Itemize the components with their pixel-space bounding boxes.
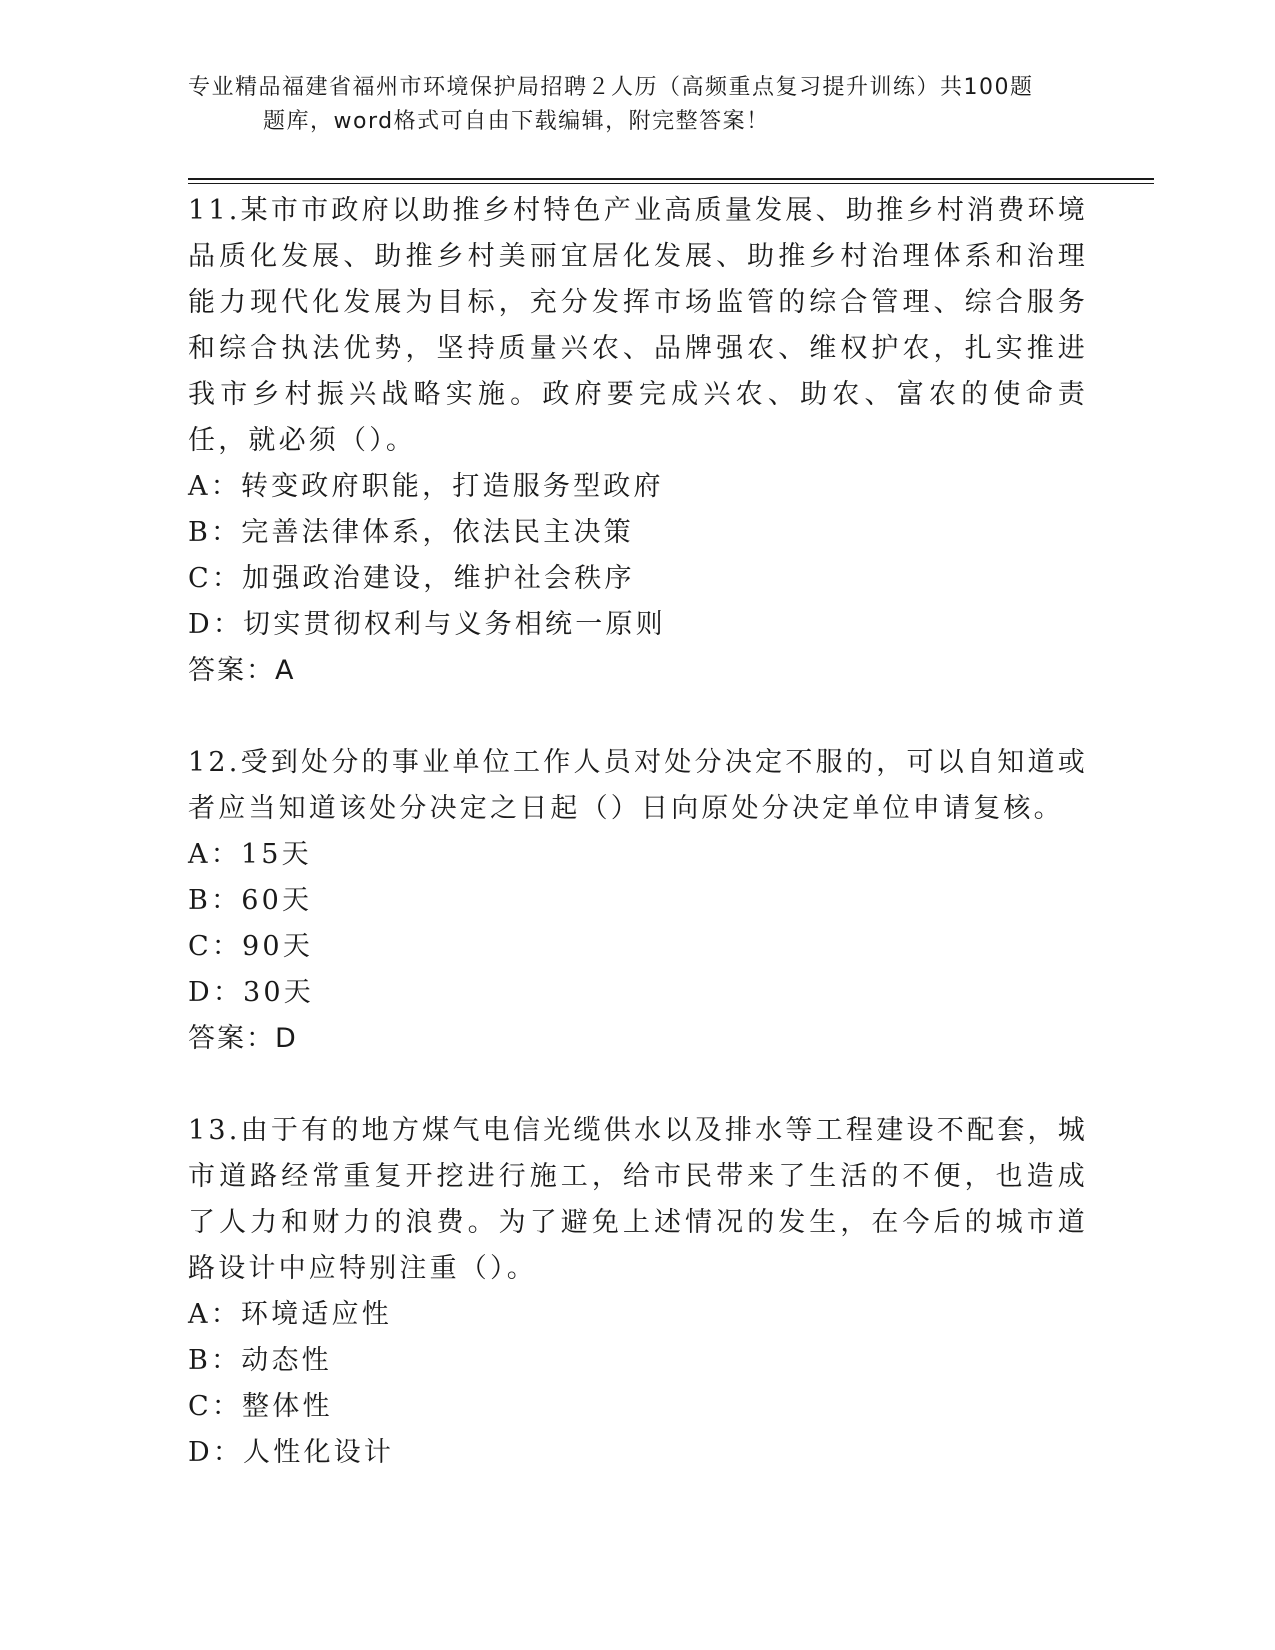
option-a: A：环境适应性 <box>188 1299 392 1330</box>
option-c: C：加强政治建设，维护社会秩序 <box>188 563 635 594</box>
header-divider-thick <box>188 178 1154 180</box>
option-b: B：动态性 <box>188 1345 332 1376</box>
answer-key: 答案：A <box>188 655 296 686</box>
question-spacer <box>188 694 1088 740</box>
question-stem: 12.受到处分的事业单位工作人员对处分决定不服的，可以自知道或者应当知道该处分决定之日起（）日向原处分决定单位申请复核。 <box>188 747 1088 824</box>
question-item <box>188 1108 1088 1476</box>
question-spacer <box>188 1062 1088 1108</box>
question-item <box>188 188 1088 694</box>
answer-key: 答案：D <box>188 1023 298 1054</box>
option-c: C：整体性 <box>188 1391 333 1422</box>
header-title-line-2: 题库，word格式可自由下载编辑，附完整答案！ <box>263 109 770 134</box>
question-stem: 11.某市市政府以助推乡村特色产业高质量发展、助推乡村消费环境品质化发展、助推乡村美丽宜居化发展、助推乡村治理体系和治理能力现代化发展为目标，充分发挥市场监管的综合管理、综合服务和综合执法优势，坚持质量兴农、品牌强农、维权护农，扎实推进我市乡村振兴战略实施。政府要完成兴农、助农、富农的使命责任，就必须（）。 <box>188 195 1088 456</box>
option-b: B：60天 <box>188 885 313 916</box>
question-stem: 13.由于有的地方煤气电信光缆供水以及排水等工程建设不配套，城市道路经常重复开挖进行施工，给市民带来了生活的不便，也造成了人力和财力的浪费。为了避免上述情况的发生，在今后的城市道路设计中应特别注重（）。 <box>188 1115 1088 1284</box>
question-item <box>188 740 1088 1062</box>
header-divider-thin <box>188 183 1154 184</box>
option-d: D：人性化设计 <box>188 1437 395 1468</box>
option-c: C：90天 <box>188 931 314 962</box>
option-a: A：转变政府职能，打造服务型政府 <box>188 471 664 502</box>
option-b: B：完善法律体系，依法民主决策 <box>188 517 634 548</box>
option-d: D：30天 <box>188 977 315 1008</box>
header-title-line-1: 专业精品福建省福州市环境保护局招聘２人历（高频重点复习提升训练）共100题 <box>188 75 1034 100</box>
option-a: A：15天 <box>188 839 312 870</box>
option-d: D：切实贯彻权利与义务相统一原则 <box>188 609 666 640</box>
question-list <box>188 188 1088 1476</box>
